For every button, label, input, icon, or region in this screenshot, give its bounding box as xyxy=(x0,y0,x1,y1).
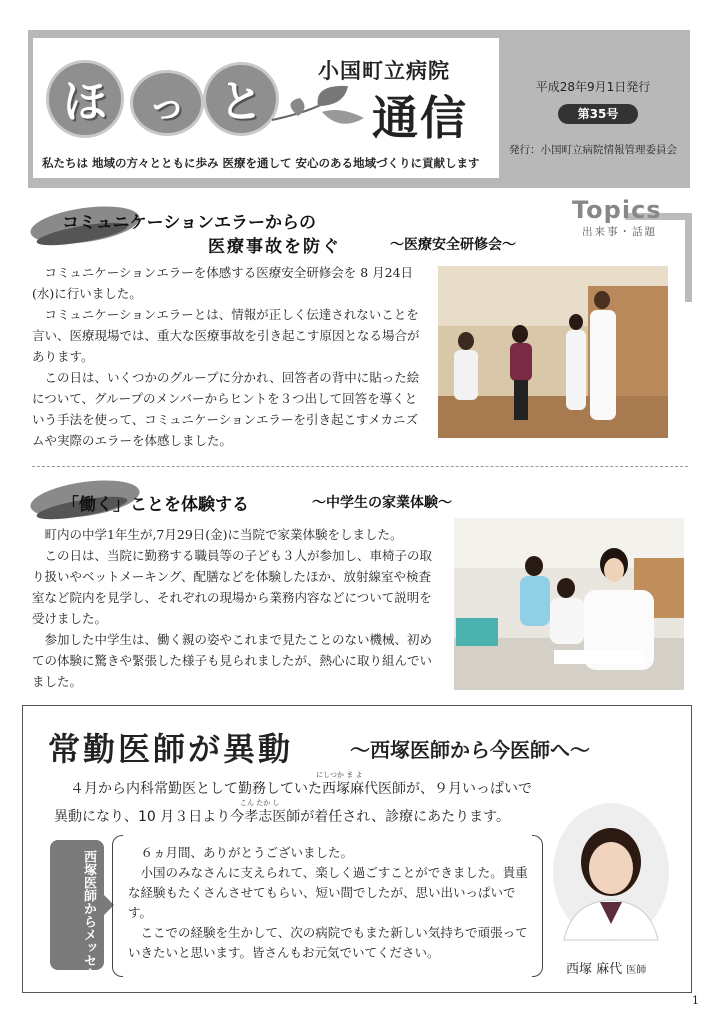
paragraph: この日は、当院に勤務する職員等の子ども３人が参加し、車椅子の取り扱いやベットメーキング、配膳などを体験したほか、放射線室や検査室など院内を見学し、それぞれの現場から業務内容などについて説明を受けました。 xyxy=(32,548,433,626)
page-number: 1 xyxy=(692,994,699,1007)
article3-heading: 常勤医師が異動 xyxy=(48,730,294,768)
paragraph: 参加した中学生は、働く親の姿やこれまで見たことのない機械、初めての体験に驚きや緊張した様子も見られましたが、熱心に取り組んでいました。 xyxy=(32,632,433,689)
article3-line1: ４月から内科常勤医として勤務していた西塚麻代医師が、９月いっぱいで xyxy=(70,781,532,797)
workplace-experience-photo xyxy=(454,518,684,690)
furigana: にしつか ま よ xyxy=(316,771,363,779)
article2-body xyxy=(32,524,440,692)
furigana: こん たか し xyxy=(240,799,280,807)
issue-number-badge: 第35号 xyxy=(558,104,638,124)
article1-title-line2: 医療事故を防ぐ xyxy=(208,237,341,257)
logo-bubble: ほ xyxy=(46,60,124,138)
article3-line2: 異動になり、10 月３日より今孝志医師が着任され、診療にあたります。 xyxy=(54,809,510,825)
doctor-message xyxy=(128,843,532,963)
doctor-name-caption xyxy=(566,958,646,977)
leaf-icon xyxy=(270,82,370,138)
logo-bubble: っ xyxy=(130,70,204,136)
topics-sublabel: 出来事・話題 xyxy=(582,226,657,238)
paragraph: コミュニケーションエラーとは、情報が正しく伝達されないことを言い、医療現場では、重大な医療事故を引き起こす原因となる場合があります。 xyxy=(32,307,420,364)
article1-subtitle: ～医療安全研修会～ xyxy=(390,237,516,253)
topics-label: Topics xyxy=(572,196,662,224)
message-bracket-right xyxy=(532,835,543,977)
issue-date: 平成28年9月1日発行 xyxy=(535,80,651,94)
doctor-name: 西塚 麻代 xyxy=(566,962,623,977)
paragraph: コミュニケーションエラーを体感する医療安全研修会を 8 月24日(水)に行いました。 xyxy=(32,265,414,301)
message-bracket-left xyxy=(112,835,123,977)
tagline: 私たちは 地域の方々とともに歩み 医療を通して 安心のある地域づくりに貢献します xyxy=(42,156,480,170)
doctor-title: 医師 xyxy=(626,965,647,976)
training-photo xyxy=(438,266,668,438)
newsletter-title: 通信 xyxy=(372,91,468,145)
section-divider xyxy=(32,466,688,467)
article1-title-line1: コミュニケーションエラーからの xyxy=(62,213,316,233)
publisher: 発行：小国町立病院情報管理委員会 xyxy=(509,144,677,156)
message-paragraph: ６ヵ月間、ありがとうございました。 xyxy=(140,845,354,860)
article1-body xyxy=(32,262,424,451)
article2-title: 「働く」ことを体験する xyxy=(62,495,249,515)
message-paragraph: 小国のみなさんに支えられて、楽しく過ごすことができました。貴重な経験もたくさんさせてもらい、短い間でしたが、思い出いっぱいです。 xyxy=(128,865,528,920)
hospital-name: 小国町立病院 xyxy=(318,59,450,83)
doctor-portrait xyxy=(552,802,670,942)
message-paragraph: ここでの経験を生かして、次の病院でもまた新しい気持ちで頑張っていきたいと思います。皆さんもお元気でいてください。 xyxy=(128,925,528,960)
article3-subheading: ～西塚医師から今医師へ～ xyxy=(350,738,590,762)
article2-subtitle: ～中学生の家業体験～ xyxy=(312,495,452,511)
logo-bubble: と xyxy=(203,62,279,136)
paragraph: この日は、いくつかのグループに分かれ、回答者の背中に貼った絵について、グループのメンバーからヒントを３つ出して回答を導くという手法を使って、コミュニケーションエラーを引き起こすメカニズムや実際のエラーを体感しました。 xyxy=(32,370,420,448)
paragraph: 町内の中学1年生が,7月29日(金)に当院で家業体験をしました。 xyxy=(44,527,403,542)
issue-info xyxy=(500,38,686,178)
message-tab-label: 西塚医師からメッセージ xyxy=(81,850,96,993)
